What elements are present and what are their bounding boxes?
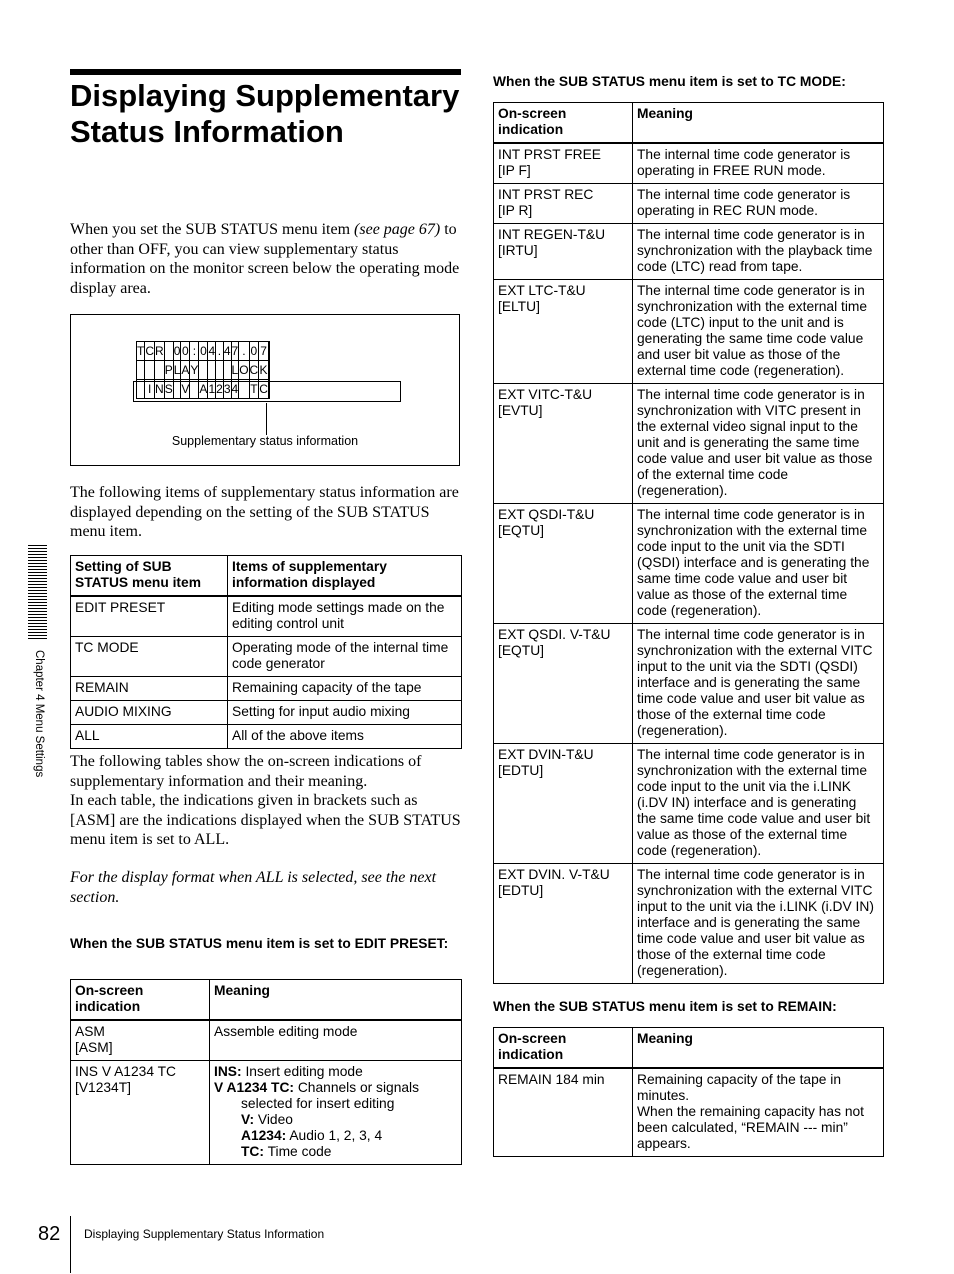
term: A1234: — [241, 1128, 287, 1143]
grid-cell: C — [259, 380, 269, 399]
grid-cell: P — [164, 361, 173, 380]
meaning-line — [214, 1112, 457, 1128]
indication-cell: REMAIN 184 min — [494, 1068, 633, 1157]
grid-cell: T — [137, 342, 145, 361]
indication-text: EXT QSDI. V-T&U — [498, 627, 611, 642]
supplementary-row-highlight — [133, 381, 401, 402]
table-header-row — [71, 556, 462, 597]
table-row — [494, 1068, 884, 1157]
indication-text: ASM — [75, 1024, 105, 1039]
tables-intro — [70, 752, 462, 850]
grid-cell: : — [190, 342, 199, 361]
indication-cell — [71, 1020, 210, 1061]
definition: Audio 1, 2, 3, 4 — [286, 1128, 383, 1143]
bracket-indication: [V1234T] — [75, 1080, 131, 1095]
grid-cell: N — [155, 380, 165, 399]
meaning-cell — [210, 1061, 462, 1165]
table-header-row — [494, 1028, 884, 1069]
bracket-indication: [EQTU] — [498, 643, 544, 658]
grid-cell: 4 — [223, 342, 231, 361]
indication-text: INT REGEN-T&U — [498, 227, 606, 242]
meaning-line — [214, 1128, 457, 1144]
definition: Time code — [264, 1144, 332, 1159]
definition: Channels or signals — [294, 1080, 420, 1095]
table-row — [71, 1020, 462, 1061]
grid-cell: . — [239, 342, 249, 361]
title-rule — [70, 69, 461, 75]
tables-intro-text: The following tables show the on-screen indications of supplementary information and their meaning. — [70, 753, 422, 790]
grid-cell: T — [249, 380, 259, 399]
term: INS: — [214, 1064, 242, 1079]
grid-cell — [155, 361, 165, 380]
items-cell: Setting for input audio mixing — [228, 701, 462, 725]
bracket-indication: [EDTU] — [498, 883, 544, 898]
indication-text: INS V A1234 TC — [75, 1064, 176, 1079]
meaning-line — [214, 1064, 457, 1080]
items-cell: All of the above items — [228, 725, 462, 749]
page-number: 82 — [38, 1223, 61, 1245]
grid-cell — [164, 342, 173, 361]
remain-heading: When the SUB STATUS menu item is set to REMAIN: — [493, 999, 837, 1014]
bracket-indication: [ASM] — [75, 1040, 113, 1055]
term: V: — [241, 1112, 255, 1127]
meaning-cell: The internal time code generator is in synchronization with the external VITC input to the unit via the SDTI (QSDI) interface and is generating the same time code value and user bit value as those of the external time code (regeneration). — [633, 624, 884, 744]
grid-cell: 2 — [216, 380, 224, 399]
setting-cell: TC MODE — [71, 637, 228, 677]
grid-cell — [137, 361, 145, 380]
remain-table — [493, 1027, 884, 1157]
grid-cell: O — [239, 361, 249, 380]
setting-cell: REMAIN — [71, 677, 228, 701]
tc-mode-table — [493, 102, 884, 984]
indication-cell — [494, 280, 633, 384]
column-header: Meaning — [210, 980, 462, 1021]
indication-cell — [494, 184, 633, 224]
meaning-line — [214, 1080, 457, 1096]
meaning-cell: The internal time code generator is in synchronization with the playback time code (LTC) read from tape. — [633, 224, 884, 280]
meaning-cell: Assemble editing mode — [210, 1020, 462, 1061]
intro-text-b: to other than OFF, you can view supplementary status information on the monitor screen below the operating mode display area. — [70, 221, 460, 297]
indication-text: EXT QSDI-T&U — [498, 507, 595, 522]
grid-cell: L — [231, 361, 239, 380]
grid-cell: A — [199, 380, 208, 399]
table-row — [71, 637, 462, 677]
grid-cell: 0 — [181, 342, 190, 361]
edit-preset-table — [70, 979, 462, 1165]
meaning-cell: The internal time code generator is in synchronization with the external time code input to the unit via the SDTI (QSDI) interface and is generating the same time code value and user bit value as those of the external time code (regeneration). — [633, 504, 884, 624]
table-header-row — [494, 103, 884, 144]
table-row — [494, 384, 884, 504]
meaning-cell: The internal time code generator is operating in FREE RUN mode. — [633, 143, 884, 184]
grid-cell: . — [216, 342, 224, 361]
meaning-cell: The internal time code generator is in synchronization with the external time code input to the unit via the i.LINK (i.DV IN) interface and is generating the same time code value and user bit value as those of the external time code (regeneration). — [633, 744, 884, 864]
items-cell: Editing mode settings made on the editing control unit — [228, 596, 462, 637]
term: V A1234 TC: — [214, 1080, 294, 1095]
grid-cell: S — [164, 380, 173, 399]
grid-cell — [268, 361, 269, 380]
items-table — [70, 555, 462, 749]
grid-cell: A — [181, 361, 190, 380]
grid-cell: 0 — [249, 342, 259, 361]
indication-text: EXT VITC-T&U — [498, 387, 593, 402]
bracket-indication: [EQTU] — [498, 523, 544, 538]
indication-cell — [494, 384, 633, 504]
running-footer: Displaying Supplementary Status Information — [84, 1227, 325, 1241]
grid-row — [137, 361, 270, 380]
items-cell: Operating mode of the internal time code generator — [228, 637, 462, 677]
page-reference: (see page 67) — [354, 221, 441, 238]
grid-cell: C — [249, 361, 259, 380]
column-header: On-screen indication — [71, 980, 210, 1021]
meaning-cell: The internal time code generator is in synchronization with the external VITC input to the unit via the i.LINK (i.DV IN) interface and is generating the same time code value and user bit value as those of the external time code (regeneration). — [633, 864, 884, 984]
indication-text: INT PRST FREE — [498, 147, 601, 162]
indication-cell — [494, 864, 633, 984]
footer-rule — [70, 1216, 71, 1273]
table-row — [494, 624, 884, 744]
grid-cell: 7 — [259, 342, 269, 361]
indication-text: INT PRST REC — [498, 187, 594, 202]
bracket-indication: [IP F] — [498, 163, 531, 178]
meaning-line — [214, 1096, 457, 1112]
table-row — [494, 280, 884, 384]
setting-cell: AUDIO MIXING — [71, 701, 228, 725]
definition: selected for insert editing — [241, 1096, 395, 1111]
edit-preset-heading: When the SUB STATUS menu item is set to EDIT PRESET: — [70, 936, 449, 951]
caption-leader-line — [266, 403, 267, 435]
indication-text: EXT DVIN-T&U — [498, 747, 594, 762]
indication-text: EXT LTC-T&U — [498, 283, 586, 298]
definition: Insert editing mode — [241, 1064, 363, 1079]
indication-cell — [71, 1061, 210, 1165]
table-row — [494, 224, 884, 280]
grid-cell — [268, 342, 269, 361]
grid-cell: L — [173, 361, 181, 380]
meaning-cell: The internal time code generator is operating in REC RUN mode. — [633, 184, 884, 224]
items-cell: Remaining capacity of the tape — [228, 677, 462, 701]
tc-mode-heading: When the SUB STATUS menu item is set to TC MODE: — [493, 74, 846, 89]
meaning-line — [214, 1144, 457, 1160]
grid-cell: K — [259, 361, 269, 380]
grid-cell — [216, 361, 224, 380]
indication-cell — [494, 504, 633, 624]
bracket-indication: [EDTU] — [498, 763, 544, 778]
grid-cell: 7 — [231, 342, 239, 361]
setting-cell: EDIT PRESET — [71, 596, 228, 637]
table-row — [494, 504, 884, 624]
indication-cell — [494, 224, 633, 280]
meaning-cell — [633, 1068, 884, 1157]
items-paragraph: The following items of supplementary status information are displayed depending on the setting of the SUB STATUS menu item. — [70, 484, 459, 540]
meaning-cell: The internal time code generator is in synchronization with VITC present in the external video signal input to the unit and is generating the same time code value and user bit value as those of the external time code (regeneration). — [633, 384, 884, 504]
table-row — [494, 864, 884, 984]
intro-paragraph — [70, 220, 462, 298]
term: TC: — [241, 1144, 264, 1159]
grid-cell — [145, 361, 155, 380]
column-header: Setting of SUB STATUS menu item — [71, 556, 228, 597]
table-header-row — [71, 980, 462, 1021]
bracket-indication: [EVTU] — [498, 403, 543, 418]
intro-text-a: When you set the SUB STATUS menu item — [70, 221, 355, 238]
grid-cell — [208, 361, 216, 380]
chapter-label: Chapter 4 Menu Settings — [33, 650, 45, 778]
table-row — [71, 1061, 462, 1165]
column-header: Meaning — [633, 1028, 884, 1069]
column-header: On-screen indication — [494, 103, 633, 144]
page-title: Displaying Supplementary Status Information — [70, 78, 460, 149]
indication-cell — [494, 744, 633, 864]
meaning-line: Remaining capacity of the tape in minutes. — [637, 1072, 842, 1103]
meaning-line: When the remaining capacity has not been calculated, “REMAIN --- min” appears. — [637, 1104, 865, 1151]
chapter-tab-hatch — [28, 545, 47, 641]
grid-cell: 0 — [173, 342, 181, 361]
grid-cell: C — [145, 342, 155, 361]
table-row — [494, 744, 884, 864]
grid-row — [137, 342, 270, 361]
table-row — [71, 701, 462, 725]
table-row — [71, 725, 462, 749]
grid-cell: Y — [190, 361, 199, 380]
bracket-indication: [ELTU] — [498, 299, 540, 314]
table-row — [494, 143, 884, 184]
meaning-cell: The internal time code generator is in synchronization with the external time code (LTC) input to the unit and is generating the same time code value and user bit value as those of the external time code (regeneration). — [633, 280, 884, 384]
grid-cell: R — [155, 342, 165, 361]
column-header: Items of supplementary information displayed — [228, 556, 462, 597]
display-format-note: For the display format when ALL is selected, see the next section. — [70, 869, 437, 906]
table-row — [494, 184, 884, 224]
figure-caption: Supplementary status information — [171, 434, 359, 448]
grid-cell — [199, 361, 208, 380]
table-row — [71, 596, 462, 637]
table-row — [71, 677, 462, 701]
grid-cell: 3 — [223, 380, 231, 399]
bracket-indication: [IP R] — [498, 203, 533, 218]
definition: Video — [254, 1112, 293, 1127]
column-header: On-screen indication — [494, 1028, 633, 1069]
grid-cell — [223, 361, 231, 380]
grid-cell: 0 — [199, 342, 208, 361]
grid-cell: I — [145, 380, 155, 399]
grid-cell: 4 — [208, 342, 216, 361]
grid-cell: 1 — [208, 380, 216, 399]
setting-cell: ALL — [71, 725, 228, 749]
indication-cell — [494, 143, 633, 184]
column-header: Meaning — [633, 103, 884, 144]
brackets-note: In each table, the indications given in brackets such as [ASM] are the indications displayed when the SUB STATUS menu item is set to ALL. — [70, 792, 461, 848]
grid-cell: V — [181, 380, 190, 399]
grid-cell: 4 — [231, 380, 239, 399]
indication-cell — [494, 624, 633, 744]
bracket-indication: [IRTU] — [498, 243, 538, 258]
indication-text: EXT DVIN. V-T&U — [498, 867, 610, 882]
status-display-figure — [70, 314, 460, 466]
